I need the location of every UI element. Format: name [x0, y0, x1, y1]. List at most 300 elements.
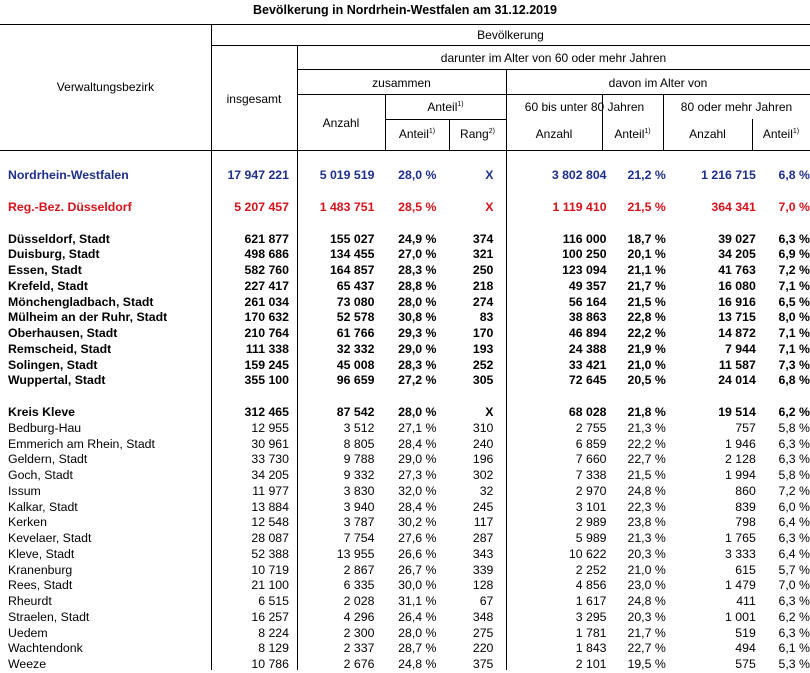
name-cell: Emmerich am Rhein, Stadt	[8, 436, 155, 451]
anteil-cell: 28,0 %	[398, 625, 437, 640]
insgesamt-cell: 52 388	[251, 546, 289, 561]
rang-cell: 117	[473, 515, 494, 530]
name-cell: Kalkar, Stadt	[8, 499, 78, 514]
anzahl-80-cell: 11 587	[718, 357, 756, 372]
anteil-60-80-cell: 21,1 %	[627, 263, 666, 277]
anteil-80-cell: 5,8 %	[778, 468, 810, 482]
anteil-60-80-cell: 21,2 %	[627, 168, 666, 182]
anteil-60-80-cell: 22,2 %	[627, 436, 666, 451]
rang-cell: 193	[472, 341, 494, 356]
name-cell: Reg.-Bez. Düsseldorf	[8, 199, 132, 214]
anteil-60-80-cell: 21,7 %	[627, 625, 666, 640]
insgesamt-cell: 8 129	[258, 641, 289, 656]
table-row	[0, 547, 810, 563]
insgesamt-cell: 312 465	[244, 405, 289, 419]
table-row	[0, 657, 810, 673]
anteil-60-80-cell: 21,3 %	[627, 531, 666, 545]
name-cell: Kevelaer, Stadt	[8, 531, 92, 545]
insgesamt-cell: 11 977	[252, 483, 289, 498]
anteil-60-80-cell: 21,9 %	[627, 341, 666, 356]
anteil-80-cell: 6,2 %	[778, 405, 810, 419]
table-row	[0, 563, 810, 579]
anzahl-60-80-cell: 56 164	[568, 294, 607, 309]
insgesamt-cell: 13 884	[251, 499, 289, 514]
anteil-60-80-cell: 20,5 %	[627, 373, 666, 388]
name-cell: Rheurdt	[8, 594, 52, 608]
spacer-row	[0, 389, 810, 405]
insgesamt-cell: 159 245	[244, 357, 289, 372]
rang-cell: X	[485, 168, 494, 182]
anzahl-80-cell: 1 765	[725, 531, 756, 545]
insgesamt-cell: 21 100	[251, 578, 289, 593]
table-row	[0, 279, 810, 295]
name-cell: Bedburg-Hau	[8, 420, 82, 435]
name-cell: Uedem	[8, 625, 48, 640]
table-row	[0, 405, 810, 421]
anzahl-cell: 3 512	[343, 420, 375, 435]
anzahl-cell: 4 296	[343, 609, 375, 624]
anteil-80-cell: 6,9 %	[778, 247, 810, 262]
name-cell: Kleve, Stadt	[8, 546, 75, 561]
insgesamt-cell: 210 764	[244, 326, 289, 340]
header-verwaltungsbezirk: Verwaltungsbezirk	[56, 80, 155, 94]
anteil-cell: 31,1 %	[398, 594, 437, 608]
anzahl-80-cell: 2 128	[725, 452, 756, 467]
insgesamt-cell: 10 786	[251, 657, 289, 671]
rang-cell: 305	[472, 373, 494, 388]
anteil-cell: 27,6 %	[398, 531, 437, 545]
anzahl-60-80-cell: 1 617	[575, 594, 607, 608]
anteil-cell: 29,0 %	[398, 452, 437, 467]
rang-cell: 343	[472, 546, 494, 561]
anteil-cell: 29,3 %	[398, 326, 437, 340]
anzahl-cell: 155 027	[329, 231, 375, 246]
anteil-80-cell: 5,8 %	[778, 420, 810, 435]
anzahl-80-cell: 494	[735, 641, 756, 656]
anzahl-60-80-cell: 2 970	[575, 483, 607, 498]
insgesamt-cell: 10 719	[251, 562, 289, 577]
anzahl-80-cell: 1 994	[725, 468, 756, 482]
anzahl-80-cell: 575	[735, 657, 756, 671]
name-cell: Wuppertal, Stadt	[8, 373, 106, 388]
name-cell: Rees, Stadt	[8, 578, 73, 593]
anzahl-cell: 73 080	[336, 294, 375, 309]
anzahl-cell: 5 019 519	[319, 168, 375, 182]
insgesamt-cell: 34 205	[251, 468, 289, 482]
insgesamt-cell: 8 224	[258, 625, 289, 640]
anzahl-80-cell: 757	[735, 420, 756, 435]
anteil-60-80-cell: 22,7 %	[627, 641, 666, 656]
insgesamt-cell: 30 961	[251, 436, 289, 451]
anzahl-cell: 61 766	[336, 326, 375, 340]
header-80-anteil: Anteil$^{1)}$	[762, 127, 800, 141]
anzahl-cell: 9 332	[343, 468, 375, 482]
anteil-60-80-cell: 21,0 %	[627, 357, 666, 372]
anteil-cell: 28,0 %	[398, 405, 437, 419]
header-zusammen-anzahl: Anzahl	[322, 116, 360, 130]
anteil-cell: 27,0 %	[398, 247, 437, 262]
table-row	[0, 594, 810, 610]
insgesamt-cell: 261 034	[244, 294, 289, 309]
insgesamt-cell: 17 947 221	[227, 168, 289, 182]
table-row	[0, 421, 810, 437]
anteil-60-80-cell: 22,8 %	[627, 310, 666, 325]
anzahl-60-80-cell: 2 252	[575, 562, 607, 577]
insgesamt-cell: 12 548	[251, 515, 289, 530]
table-row	[0, 358, 810, 374]
table-row	[0, 263, 810, 279]
anteil-80-cell: 7,3 %	[778, 357, 810, 372]
anzahl-60-80-cell: 3 802 804	[551, 168, 607, 182]
table-row	[0, 484, 810, 500]
anzahl-60-80-cell: 5 989	[575, 531, 607, 545]
anteil-80-cell: 6,3 %	[778, 452, 810, 467]
header-60-80-anteil: Anteil$^{1)}$	[614, 127, 651, 141]
header-zusammen-anteil: Anteil$^{1)}$	[398, 127, 436, 141]
table-row	[0, 373, 810, 389]
anzahl-60-80-cell: 4 856	[575, 578, 607, 593]
anzahl-60-80-cell: 72 645	[568, 373, 607, 388]
rang-cell: 348	[472, 609, 494, 624]
anzahl-cell: 52 578	[336, 310, 375, 325]
anteil-80-cell: 6,8 %	[778, 373, 810, 388]
anzahl-cell: 3 830	[343, 483, 375, 498]
anzahl-60-80-cell: 24 388	[568, 341, 607, 356]
insgesamt-cell: 621 877	[244, 231, 289, 246]
anteil-80-cell: 7,1 %	[778, 326, 810, 340]
rang-cell: 274	[472, 294, 494, 309]
rang-cell: 170	[472, 326, 494, 340]
table-row	[0, 468, 810, 484]
rang-cell: 252	[472, 357, 494, 372]
anzahl-cell: 2 337	[343, 641, 375, 656]
anteil-cell: 26,4 %	[398, 609, 437, 624]
anzahl-60-80-cell: 2 101	[575, 657, 607, 671]
name-cell: Wachtendonk	[8, 641, 83, 656]
page-title: Bevölkerung in Nordrhein-Westfalen am 31.12.2019	[252, 3, 558, 17]
rang-cell: 374	[472, 231, 494, 246]
table-row	[0, 168, 810, 184]
insgesamt-cell: 498 686	[244, 247, 289, 262]
anteil-cell: 26,7 %	[398, 562, 437, 577]
anteil-80-cell: 6,0 %	[778, 499, 810, 514]
anzahl-80-cell: 24 014	[718, 373, 756, 388]
table-row	[0, 641, 810, 657]
anteil-80-cell: 6,1 %	[778, 641, 810, 656]
header-60-80: 60 bis unter 80 Jahren	[524, 100, 645, 114]
anzahl-cell: 13 955	[336, 546, 375, 561]
anteil-60-80-cell: 21,7 %	[627, 278, 666, 293]
rang-cell: 275	[472, 625, 494, 640]
anteil-cell: 32,0 %	[398, 483, 437, 498]
header-bevoelkerung: Bevölkerung	[477, 28, 544, 42]
anteil-80-cell: 6,8 %	[778, 168, 810, 182]
anzahl-cell: 2 676	[343, 657, 375, 671]
anteil-60-80-cell: 21,5 %	[627, 294, 666, 309]
anzahl-60-80-cell: 7 660	[575, 452, 607, 467]
anzahl-cell: 8 805	[343, 436, 375, 451]
anzahl-60-80-cell: 10 622	[568, 546, 607, 561]
anteil-80-cell: 6,4 %	[778, 546, 810, 561]
table-row	[0, 295, 810, 311]
insgesamt-cell: 5 207 457	[234, 199, 289, 214]
anzahl-60-80-cell: 7 338	[575, 468, 607, 482]
anteil-60-80-cell: 24,8 %	[627, 594, 666, 608]
header-60-80-anzahl: Anzahl	[535, 127, 573, 141]
anteil-cell: 29,0 %	[398, 341, 437, 356]
table-row	[0, 437, 810, 453]
table-row	[0, 452, 810, 468]
anteil-cell: 28,0 %	[398, 294, 437, 309]
insgesamt-cell: 227 417	[244, 278, 289, 293]
anteil-60-80-cell: 20,3 %	[627, 546, 666, 561]
anteil-cell: 24,8 %	[398, 657, 437, 671]
insgesamt-cell: 16 257	[251, 609, 289, 624]
name-cell: Mönchengladbach, Stadt	[8, 294, 154, 309]
anteil-80-cell: 6,3 %	[778, 436, 810, 451]
anteil-60-80-cell: 21,5 %	[627, 199, 666, 214]
anzahl-80-cell: 41 763	[718, 263, 756, 277]
anteil-80-cell: 6,2 %	[778, 609, 810, 624]
anteil-cell: 28,5 %	[398, 199, 437, 214]
anteil-cell: 27,1 %	[398, 420, 437, 435]
anteil-80-cell: 7,1 %	[778, 278, 810, 293]
anzahl-60-80-cell: 3 295	[575, 609, 607, 624]
anzahl-80-cell: 364 341	[711, 199, 756, 214]
anzahl-cell: 32 332	[336, 341, 375, 356]
anzahl-80-cell: 615	[735, 562, 756, 577]
rang-cell: 245	[472, 499, 494, 514]
insgesamt-cell: 111 338	[245, 341, 289, 356]
anzahl-60-80-cell: 3 101	[575, 499, 607, 514]
name-cell: Essen, Stadt	[8, 263, 82, 277]
anteil-60-80-cell: 21,3 %	[627, 420, 666, 435]
anteil-cell: 24,9 %	[398, 231, 437, 246]
anteil-60-80-cell: 22,7 %	[627, 452, 666, 467]
anzahl-60-80-cell: 6 859	[575, 436, 607, 451]
anteil-80-cell: 7,2 %	[778, 483, 810, 498]
rang-cell: 321	[472, 247, 494, 262]
anzahl-80-cell: 411	[736, 594, 756, 608]
anzahl-60-80-cell: 100 250	[562, 247, 607, 262]
header-darunter: darunter im Alter von 60 oder mehr Jahren	[440, 51, 667, 65]
anteil-60-80-cell: 21,0 %	[627, 562, 666, 577]
anteil-80-cell: 5,3 %	[778, 657, 810, 671]
anzahl-cell: 96 659	[336, 373, 375, 388]
anteil-60-80-cell: 21,5 %	[627, 468, 666, 482]
anteil-80-cell: 6,4 %	[778, 515, 810, 530]
anteil-60-80-cell: 18,7 %	[627, 231, 666, 246]
rang-cell: 375	[472, 657, 494, 671]
table-row	[0, 531, 810, 547]
rang-cell: 250	[472, 263, 494, 277]
anzahl-80-cell: 13 715	[718, 310, 756, 325]
anzahl-cell: 7 754	[343, 531, 375, 545]
anteil-80-cell: 7,0 %	[778, 578, 810, 593]
anzahl-cell: 164 857	[329, 263, 375, 277]
name-cell: Solingen, Stadt	[8, 357, 98, 372]
table-row	[0, 626, 810, 642]
anteil-cell: 30,2 %	[398, 515, 437, 530]
anteil-cell: 28,8 %	[398, 278, 437, 293]
anzahl-cell: 87 542	[336, 405, 375, 419]
anteil-cell: 28,7 %	[398, 641, 437, 656]
anteil-80-cell: 8,0 %	[778, 310, 810, 325]
anzahl-80-cell: 16 080	[718, 278, 756, 293]
anzahl-80-cell: 519	[735, 625, 756, 640]
name-cell: Düsseldorf, Stadt	[8, 231, 110, 246]
anzahl-60-80-cell: 46 894	[568, 326, 607, 340]
rang-cell: 67	[479, 594, 494, 608]
anzahl-80-cell: 7 944	[725, 341, 756, 356]
insgesamt-cell: 6 515	[258, 594, 289, 608]
anteil-cell: 28,3 %	[398, 263, 437, 277]
table-row	[0, 232, 810, 248]
rang-cell: X	[485, 199, 494, 214]
insgesamt-cell: 28 087	[251, 531, 289, 545]
rang-cell: 287	[472, 531, 494, 545]
anzahl-60-80-cell: 2 989	[575, 515, 607, 530]
anteil-cell: 30,8 %	[398, 310, 437, 325]
anzahl-80-cell: 839	[735, 499, 756, 514]
anteil-cell: 27,3 %	[398, 468, 437, 482]
anzahl-80-cell: 798	[735, 515, 756, 530]
header-davon: davon im Alter von	[608, 76, 708, 90]
name-cell: Kreis Kleve	[8, 405, 75, 419]
insgesamt-cell: 355 100	[244, 373, 289, 388]
anteil-60-80-cell: 23,0 %	[627, 578, 666, 593]
name-cell: Remscheid, Stadt	[8, 341, 112, 356]
anzahl-60-80-cell: 1 781	[575, 625, 607, 640]
anzahl-60-80-cell: 116 000	[562, 231, 607, 246]
rang-cell: 302	[472, 468, 494, 482]
rang-cell: 240	[472, 436, 494, 451]
table-row	[0, 326, 810, 342]
header-zusammen: zusammen	[372, 76, 431, 90]
rang-cell: 128	[472, 578, 494, 593]
table-row	[0, 578, 810, 594]
header-zusammen-anteil-group: Anteil$^{1)}$	[427, 100, 464, 114]
name-cell: Goch, Stadt	[8, 468, 73, 482]
anzahl-80-cell: 34 205	[718, 247, 756, 262]
table-row	[0, 200, 810, 216]
spacer-row	[0, 216, 810, 232]
anteil-60-80-cell: 24,8 %	[627, 483, 666, 498]
name-cell: Duisburg, Stadt	[8, 247, 100, 262]
rang-cell: 83	[479, 310, 494, 325]
anzahl-80-cell: 1 479	[725, 578, 756, 593]
spacer-row	[0, 184, 810, 200]
anteil-cell: 26,6 %	[398, 546, 437, 561]
anzahl-80-cell: 1 216 715	[701, 168, 756, 182]
header-80-anzahl: Anzahl	[689, 127, 726, 141]
anteil-80-cell: 7,2 %	[778, 263, 810, 277]
anzahl-cell: 134 455	[329, 247, 375, 262]
name-cell: Kranenburg	[8, 562, 73, 577]
anteil-cell: 28,0 %	[398, 168, 437, 182]
anzahl-cell: 6 335	[343, 578, 375, 593]
name-cell: Oberhausen, Stadt	[8, 326, 118, 340]
name-cell: Krefeld, Stadt	[8, 278, 88, 293]
rang-cell: 32	[479, 483, 494, 498]
table-row	[0, 610, 810, 626]
name-cell: Straelen, Stadt	[8, 609, 90, 624]
anteil-60-80-cell: 20,1 %	[627, 247, 666, 262]
anzahl-cell: 2 867	[343, 562, 375, 577]
anzahl-80-cell: 1 001	[725, 609, 756, 624]
anteil-80-cell: 6,3 %	[778, 625, 810, 640]
anteil-cell: 28,3 %	[398, 357, 437, 372]
insgesamt-cell: 170 632	[244, 310, 289, 325]
anteil-cell: 28,4 %	[398, 436, 437, 451]
name-cell: Issum	[8, 483, 41, 498]
anteil-60-80-cell: 20,3 %	[627, 609, 666, 624]
anzahl-60-80-cell: 123 094	[562, 263, 607, 277]
anzahl-80-cell: 16 916	[718, 294, 756, 309]
anzahl-cell: 9 788	[343, 452, 375, 467]
table-row	[0, 342, 810, 358]
anzahl-60-80-cell: 1 119 410	[552, 199, 607, 214]
table-row	[0, 515, 810, 531]
anteil-80-cell: 7,0 %	[778, 199, 810, 214]
header-insgesamt: insgesamt	[226, 92, 282, 106]
anzahl-80-cell: 3 333	[725, 546, 756, 561]
anteil-80-cell: 6,3 %	[778, 594, 810, 608]
table-row	[0, 500, 810, 516]
anzahl-cell: 1 483 751	[319, 199, 375, 214]
header-rang: Rang$^{2)}$	[460, 127, 495, 141]
name-cell: Kerken	[8, 515, 47, 530]
anteil-80-cell: 6,3 %	[778, 531, 810, 545]
anteil-60-80-cell: 22,3 %	[627, 499, 666, 514]
name-cell: Nordrhein-Westfalen	[8, 168, 129, 182]
anzahl-cell: 65 437	[336, 278, 375, 293]
anzahl-80-cell: 14 872	[718, 326, 756, 340]
insgesamt-cell: 33 730	[251, 452, 289, 467]
insgesamt-cell: 582 760	[244, 263, 289, 277]
insgesamt-cell: 12 955	[251, 420, 289, 435]
anteil-cell: 28,4 %	[398, 499, 437, 514]
anzahl-60-80-cell: 38 863	[568, 310, 607, 325]
rang-cell: 196	[472, 452, 494, 467]
anzahl-cell: 3 787	[343, 515, 375, 530]
anzahl-60-80-cell: 49 357	[568, 278, 607, 293]
data-table	[0, 168, 810, 673]
table-row	[0, 247, 810, 263]
anzahl-80-cell: 860	[735, 483, 756, 498]
anteil-80-cell: 6,3 %	[778, 231, 810, 246]
anteil-60-80-cell: 21,8 %	[627, 405, 666, 419]
anzahl-60-80-cell: 68 028	[568, 405, 607, 419]
anzahl-cell: 45 008	[336, 357, 375, 372]
rang-cell: 310	[472, 420, 494, 435]
rang-cell: 220	[472, 641, 494, 656]
anzahl-cell: 2 300	[343, 625, 375, 640]
anzahl-80-cell: 39 027	[718, 231, 756, 246]
anzahl-80-cell: 1 946	[725, 436, 756, 451]
rang-cell: 218	[472, 278, 494, 293]
anzahl-60-80-cell: 1 843	[575, 641, 607, 656]
anteil-cell: 27,2 %	[398, 373, 437, 388]
anteil-60-80-cell: 22,2 %	[627, 326, 666, 340]
anteil-60-80-cell: 19,5 %	[627, 657, 666, 671]
name-cell: Weeze	[8, 657, 47, 671]
anzahl-80-cell: 19 514	[718, 405, 756, 419]
name-cell: Geldern, Stadt	[8, 452, 88, 467]
anteil-80-cell: 7,1 %	[778, 341, 810, 356]
rang-cell: 339	[472, 562, 494, 577]
anteil-cell: 30,0 %	[398, 578, 437, 593]
